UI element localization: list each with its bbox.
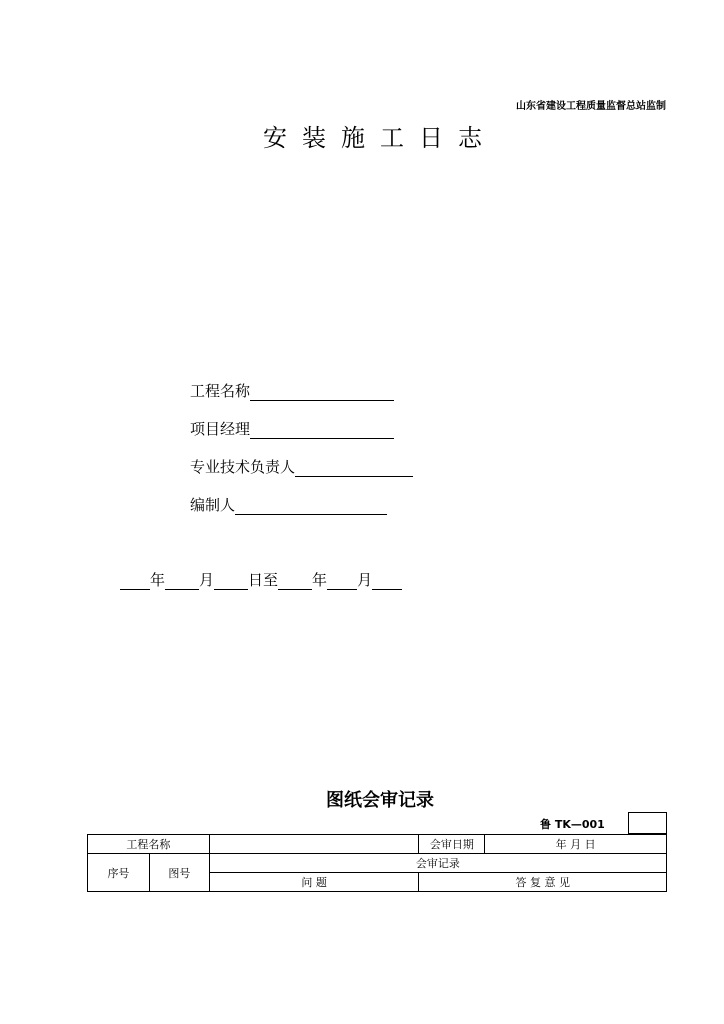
field-technical-lead xyxy=(190,456,413,477)
date-month-label: 月 xyxy=(199,571,215,589)
field-project-name xyxy=(190,380,394,401)
date-blank[interactable] xyxy=(372,573,402,590)
date-year2-label: 年 xyxy=(312,571,328,589)
col-seq-header: 序号 xyxy=(88,854,150,892)
date-range-line xyxy=(120,569,402,590)
field-label: 工程名称 xyxy=(190,382,251,400)
table-row xyxy=(88,854,667,873)
field-label: 编制人 xyxy=(190,496,236,514)
field-blank[interactable] xyxy=(295,460,413,477)
form-code: 鲁 TK—001 xyxy=(540,818,605,831)
form-code-box[interactable] xyxy=(628,812,667,834)
project-name-value[interactable] xyxy=(209,835,419,854)
date-year-label: 年 xyxy=(150,571,166,589)
field-label: 专业技术负责人 xyxy=(190,458,296,476)
date-blank[interactable] xyxy=(327,573,357,590)
field-blank[interactable] xyxy=(235,498,387,515)
review-date-label: 会审日期 xyxy=(419,835,485,854)
date-blank[interactable] xyxy=(120,573,150,590)
date-blank[interactable] xyxy=(214,573,248,590)
field-blank[interactable] xyxy=(250,422,394,439)
section-title: 图纸会审记录 xyxy=(326,790,434,811)
page-title: 安装施工日志 xyxy=(263,124,497,152)
date-day-to-label: 日至 xyxy=(248,571,279,589)
review-date-value[interactable]: 年 月 日 xyxy=(485,835,667,854)
col-record-header: 会审记录 xyxy=(209,854,666,873)
date-blank[interactable] xyxy=(165,573,199,590)
project-name-label: 工程名称 xyxy=(88,835,210,854)
publisher-note: 山东省建设工程质量监督总站监制 xyxy=(516,101,666,112)
review-table xyxy=(87,834,667,892)
date-blank[interactable] xyxy=(278,573,312,590)
col-drawing-no-header: 图号 xyxy=(149,854,209,892)
field-project-manager xyxy=(190,418,394,439)
table-row xyxy=(88,835,667,854)
field-compiler xyxy=(190,494,387,515)
col-issue-header: 问 题 xyxy=(209,873,419,892)
col-reply-header: 答 复 意 见 xyxy=(419,873,667,892)
date-month2-label: 月 xyxy=(357,571,373,589)
field-label: 项目经理 xyxy=(190,420,251,438)
field-blank[interactable] xyxy=(250,384,394,401)
